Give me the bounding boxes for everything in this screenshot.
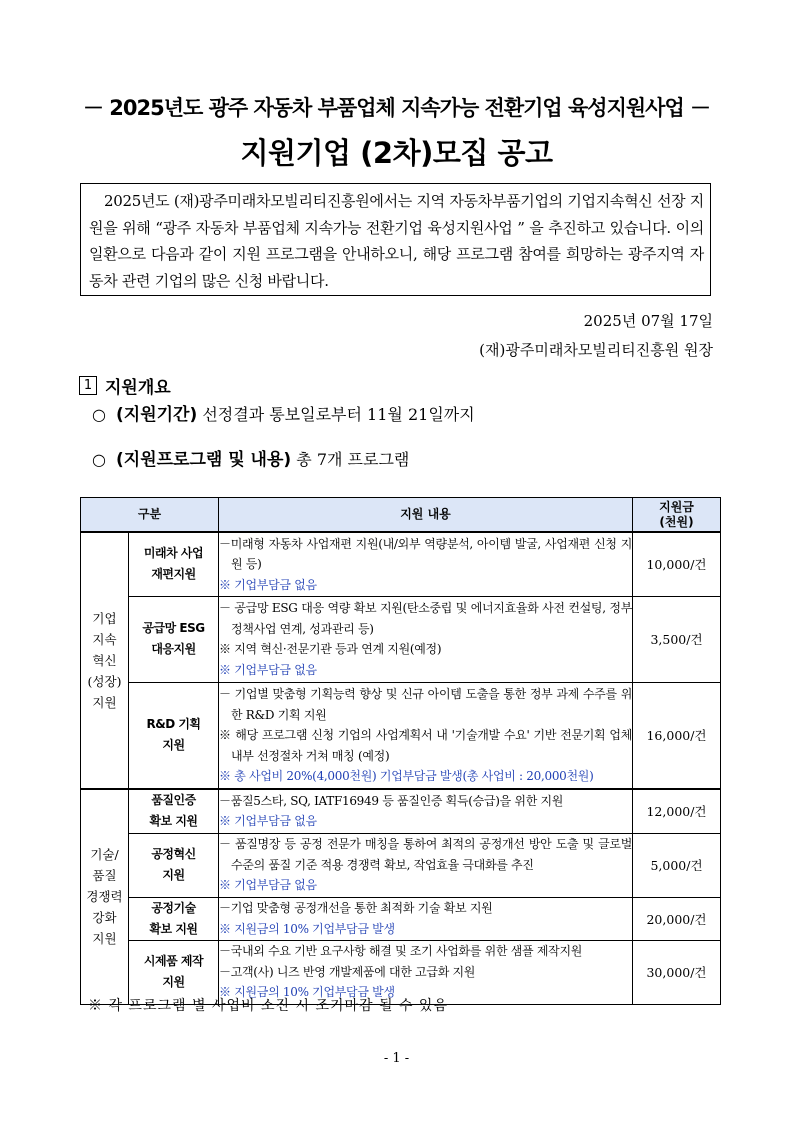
program-amount: 16,000/건 [633, 682, 721, 789]
program-content: －미래형 자동차 사업재편 지원(내/외부 역량분석, 아이템 발굴, 사업재편 신청 지원 등) ※ 기업부담금 없음 [219, 532, 633, 596]
table-row [81, 532, 721, 596]
program-name: 공급망 ESG 대응지원 [129, 596, 219, 682]
section-number-box: 1 [79, 376, 97, 395]
bullet-label: (지원기간) [116, 405, 198, 425]
note-text: ※ 총 사업비 20%(4,000천원) 기업부담금 발생(총 사업비 : 20,000천원) [219, 769, 594, 783]
table-header-row [81, 498, 721, 533]
bullet-support-program [92, 449, 409, 471]
program-name: 미래차 사업 재편지원 [129, 532, 219, 596]
bullet-circle-icon: ○ [92, 405, 106, 424]
program-table [80, 497, 721, 1005]
section-heading [79, 374, 171, 396]
program-amount: 20,000/건 [633, 897, 721, 940]
intro-box [80, 183, 711, 296]
program-content: － 기업별 맞춤형 기획능력 향상 및 신규 아이템 도출을 통한 정부 과제 수주를 위한 R&D 기획 지원 ※ 해당 프로그램 신청 기업의 사업계획서 내 '기술개발 수요' 기반 전문기획 업체 내부 선정절차 거쳐 매칭 (예정) ※ 총 사업비 20%(4,000천원) 기업부담금 발생(총 사업비 : 20,000천원) [219, 682, 633, 789]
table-row [81, 833, 721, 897]
note-text: ※ 기업부담금 없음 [219, 577, 317, 592]
table-row [81, 897, 721, 940]
bullet-label: (지원프로그램 및 내용) [116, 450, 292, 470]
footnote: ※ 각 프로그램 별 사업비 소진 시 조기마감 될 수 있음 [88, 998, 448, 1014]
bullet-text: 총 7개 프로그램 [291, 450, 410, 469]
title-line-1: － 2025년도 광주 자동차 부품업체 지속가능 전환기업 육성지원사업 － [82, 96, 711, 120]
program-name: 품질인증 확보 지원 [129, 789, 219, 833]
table-row [81, 682, 721, 789]
page-number: - 1 - [383, 1051, 410, 1066]
note-text: ※ 기업부담금 없음 [219, 878, 317, 893]
table-row [81, 596, 721, 682]
bullet-support-period [92, 404, 475, 426]
program-content: － 공급망 ESG 대응 역량 확보 지원(탄소중립 및 에너지효율화 사전 컨설팅, 정부 정책사업 연계, 성과관리 등) ※ 지역 혁신·전문기관 등과 연계 지원(예정) ※ 기업부담금 없음 [219, 596, 633, 682]
program-amount: 10,000/건 [633, 532, 721, 596]
note-text: ※ 지원금의 10% 기업부담금 발생 [219, 985, 395, 1000]
note-text: ※ 지원금의 10% 기업부담금 발생 [219, 921, 395, 936]
note-text: ※ 기업부담금 없음 [219, 814, 317, 829]
program-content: －기업 맞춤형 공정개선을 통한 최적화 기술 확보 지원 ※ 지원금의 10% 기업부담금 발생 [219, 897, 633, 940]
header-category: 구분 [81, 498, 219, 533]
program-name: 공정혁신 지원 [129, 833, 219, 897]
announcement-date: 2025년 07월 17일 [583, 312, 713, 330]
program-name: R&D 기획 지원 [129, 682, 219, 789]
header-amount: 지원금 (천원) [633, 498, 721, 533]
program-amount: 3,500/건 [633, 596, 721, 682]
header-content: 지원 내용 [219, 498, 633, 533]
note-text: ※ 기업부담금 없음 [219, 662, 317, 677]
bullet-text: 선정결과 통보일로부터 11월 21일까지 [197, 405, 475, 424]
program-amount: 5,000/건 [633, 833, 721, 897]
program-content: －품질5스타, SQ, IATF16949 등 품질인증 획득(승급)을 위한 지원 ※ 기업부담금 없음 [219, 789, 633, 833]
title-line-2: 지원기업 (2차)모집 공고 [240, 136, 553, 170]
program-amount: 12,000/건 [633, 789, 721, 833]
category-cell: 기술/ 품질 경쟁력 강화 지원 [81, 789, 129, 1004]
program-content: － 품질명장 등 공정 전문가 매칭을 통하여 최적의 공정개선 방안 도출 및 글로벌 수준의 품질 기준 적용 경쟁력 확보, 작업효율 극대화를 추진 ※ 기업부담금 없음 [219, 833, 633, 897]
intro-text: 2025년도 (재)광주미래차모빌리티진흥원에서는 지역 자동차부품기업의 기업지속혁신 선장 지원을 위해 “광주 자동차 부품업체 지속가능 전환기업 육성지원사업 ” 을 추진하고 있습니다. 이의 일환으로 다음과 같이 지원 프로그램을 안내하오니, 해당 프로그램 참여를 희망하는 광주지역 자동차 관련 기업의 많은 신청 바랍니다. [89, 192, 704, 290]
table-row [81, 940, 721, 1004]
program-name: 시제품 제작 지원 [129, 940, 219, 1004]
program-content: －국내외 수요 기반 요구사항 해결 및 조기 사업화를 위한 샘플 제작지원 －고객(사) 니즈 반영 개발제품에 대한 고급화 지원 ※ 지원금의 10% 기업부담금 발생 [219, 940, 633, 1004]
table-row [81, 789, 721, 833]
program-name: 공정기술 확보 지원 [129, 897, 219, 940]
issuer: (재)광주미래차모빌리티진흥원 원장 [479, 341, 713, 359]
section-title: 지원개요 [105, 377, 171, 398]
bullet-circle-icon: ○ [92, 450, 106, 469]
category-cell: 기업 지속 혁신 (성장) 지원 [81, 532, 129, 789]
program-amount: 30,000/건 [633, 940, 721, 1004]
